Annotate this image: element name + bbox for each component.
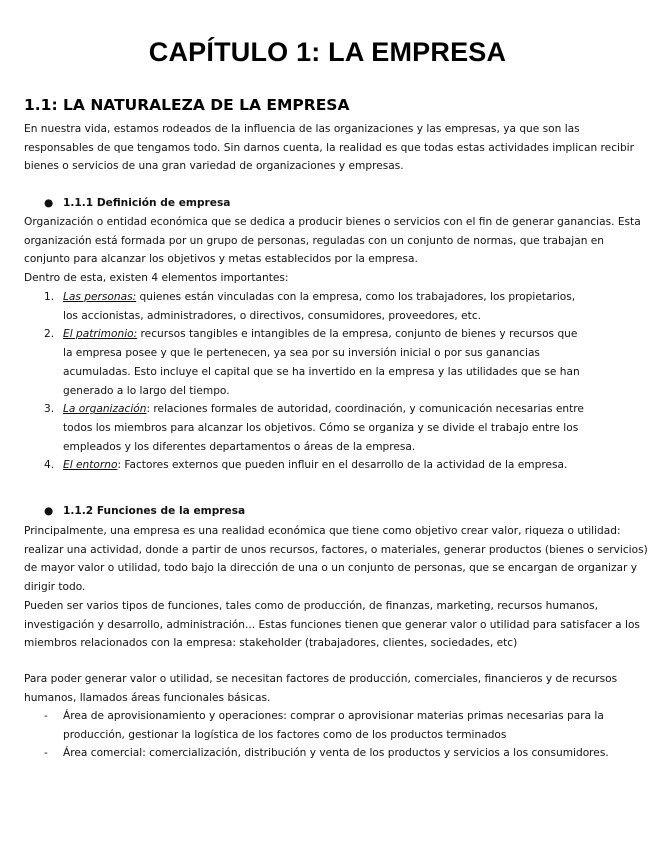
list-text: los accionistas, administradores, o directivos, consumidores, proveedores, etc.	[63, 309, 482, 322]
list-text: la empresa posee y que le pertenecen, ya sea por su inversión inicial o por sus ganancias	[63, 347, 540, 360]
list-number: 4.	[44, 459, 55, 472]
list-item	[44, 325, 584, 400]
intro-line: bienes o servicios de una gran variedad de organizaciones y empresas.	[24, 160, 404, 173]
funciones-line: investigación y desarrollo, administración... Estas funciones tienen que generar valor o utilidad para satisfacer a los	[24, 618, 640, 631]
list-text: generado a lo largo del tiempo.	[63, 384, 230, 397]
list-text: Área comercial: comercialización, distribución y venta de los productos y servicios a los consumidores.	[63, 747, 609, 760]
areas-intro	[24, 670, 617, 707]
list-number: 2.	[44, 328, 55, 341]
dash-marker: -	[44, 710, 48, 722]
section-intro	[24, 120, 634, 176]
areas-line: humanos, llamados áreas funcionales básicas.	[24, 691, 271, 704]
list-item	[44, 456, 584, 475]
bullet-icon: ●	[44, 505, 54, 517]
definicion-line: Organización o entidad económica que se dedica a producir bienes o servicios con el fin de generar ganancias. Esta	[24, 216, 641, 228]
list-item	[44, 744, 609, 763]
list-text: quienes están vinculadas con la empresa, como los trabajadores, los propietarios,	[136, 291, 576, 303]
subsection-heading-funciones	[44, 505, 245, 517]
funciones-line: realizar una actividad, donde a partir de unos recursos, factores, o materiales, generar productos (bienes o servicios)	[24, 543, 648, 556]
bullet-icon: ●	[44, 197, 54, 209]
list-text: : Factores externos que pueden influir en el desarrollo de la actividad de la empresa.	[117, 459, 568, 472]
list-text: : relaciones formales de autoridad, coordinación, y comunicación necesarias entre	[146, 403, 584, 416]
list-item	[44, 707, 609, 744]
list-text: todos los miembros para alcanzar los objetivos. Cómo se organiza y se divide el trabajo entre los	[63, 421, 579, 434]
funciones-line: Pueden ser varios tipos de funciones, tales como de producción, de finanzas, marketing, recursos humanos,	[24, 599, 598, 612]
intro-line: En nuestra vida, estamos rodeados de la influencia de las organizaciones y las empresas, ya que son las	[24, 123, 580, 135]
dash-marker: -	[44, 747, 48, 760]
list-text: acumuladas. Esto incluye el capital que se ha invertido en la empresa y las utilidades que se han	[63, 365, 580, 378]
list-number: 3.	[44, 403, 55, 416]
list-item	[44, 400, 584, 456]
definicion-line: organización está formada por un grupo de personas, reguladas con un conjunto de normas, que trabajan en	[24, 234, 605, 247]
definicion-line: Dentro de esta, existen 4 elementos importantes:	[24, 272, 289, 285]
list-term: Las personas:	[63, 291, 137, 303]
elements-list	[44, 288, 584, 475]
funciones-line: miembros relacionados con la empresa: stakeholder (trabajadores, clientes, sociedades, etc)	[24, 637, 518, 650]
subsection-title: 1.1.1 Definición de empresa	[63, 197, 231, 209]
list-item	[44, 288, 584, 325]
areas-list	[44, 707, 609, 763]
list-term: El entorno	[63, 459, 118, 472]
definicion-text	[24, 213, 641, 288]
funciones-line: dirigir todo.	[24, 581, 86, 594]
intro-line: responsables de que tengamos todo. Sin darnos cuenta, la realidad es que todas estas actividades implican recibir	[24, 141, 634, 154]
list-text: empleados y los diferentes departamentos o áreas de la empresa.	[63, 440, 416, 453]
funciones-line: de mayor valor o utilidad, todo bajo la dirección de una o un conjunto de personas, que se encargan de organizar y	[24, 562, 638, 575]
list-text: Área de aprovisionamiento y operaciones: comprar o aprovisionar materias primas necesarias para la	[63, 710, 604, 722]
definicion-line: conjunto para alcanzar los objetivos y metas establecidos por la empresa.	[24, 253, 418, 266]
subsection-heading-definicion	[44, 197, 230, 209]
areas-line: Para poder generar valor o utilidad, se necesitan factores de producción, comerciales, financieros y de recursos	[24, 673, 618, 685]
list-text: producción, gestionar la logística de los factores como de los productos terminados	[63, 728, 507, 741]
funciones-text	[24, 522, 648, 653]
subsection-title: 1.1.2 Funciones de la empresa	[63, 505, 246, 517]
funciones-line: Principalmente, una empresa es una realidad económica que tiene como objetivo crear valor, riqueza o utilidad:	[24, 525, 621, 537]
list-number: 1.	[44, 291, 55, 303]
chapter-title: CAPÍTULO 1: LA EMPRESA	[148, 37, 507, 67]
section-heading: 1.1: LA NATURALEZA DE LA EMPRESA	[24, 96, 350, 114]
list-term: La organización	[63, 403, 147, 416]
list-text: recursos tangibles e intangibles de la empresa, conjunto de bienes y recursos que	[137, 328, 578, 341]
list-term: El patrimonio:	[63, 328, 138, 341]
